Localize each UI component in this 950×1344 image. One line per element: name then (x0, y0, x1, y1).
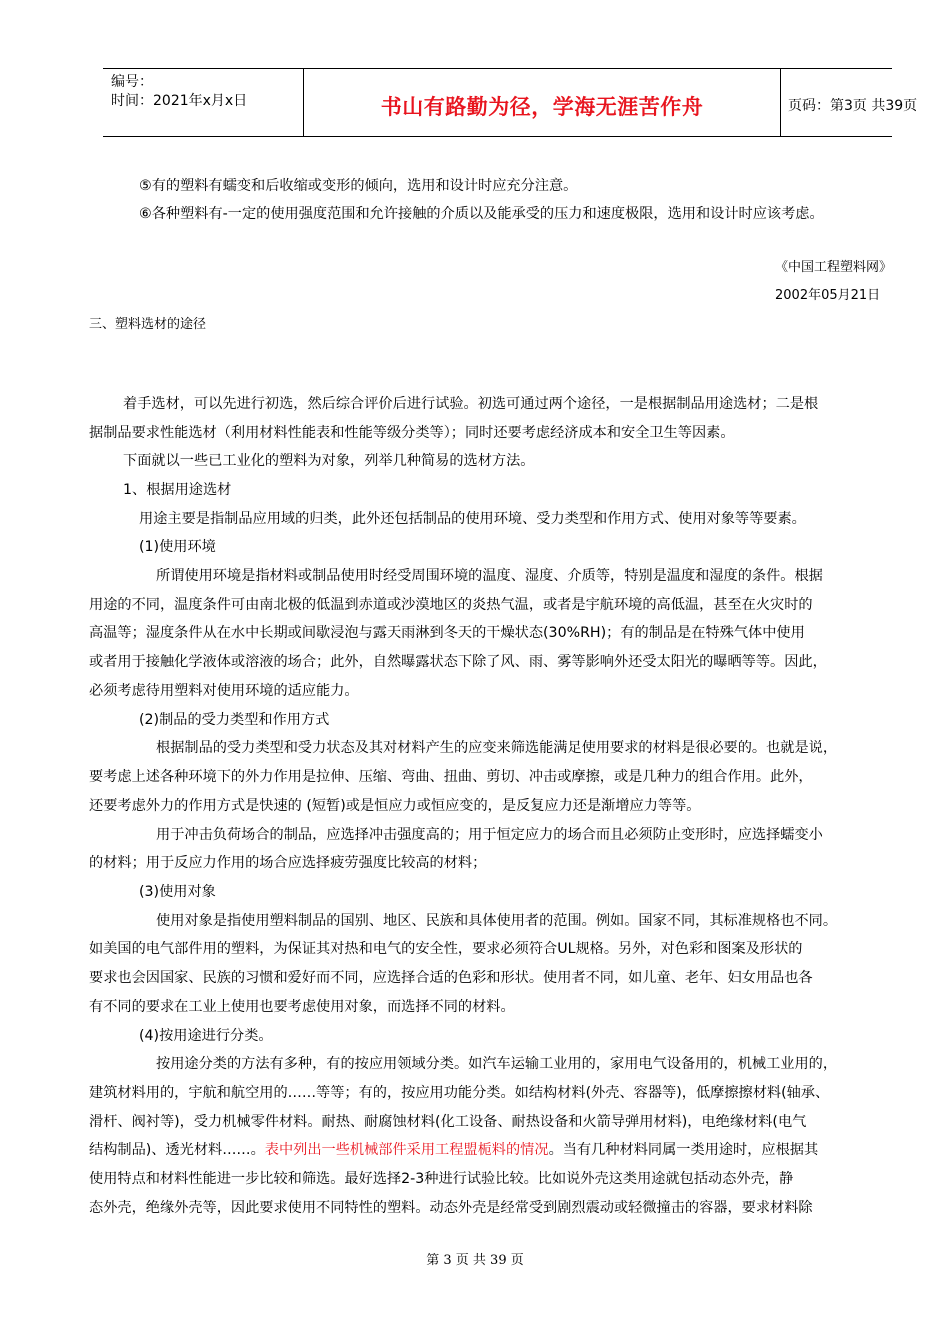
header-page-cell (781, 69, 918, 136)
subheading: (2)制品的受力类型和作用方式 (139, 712, 330, 728)
source-date: 2002年05月21日 (775, 288, 881, 303)
text-line: ⑥各种塑料有-一定的使用强度范围和允许接触的介质以及能承受的压力和速度极限，选用和设计时应该考虑。 (139, 206, 824, 222)
text-line: ⑤有的塑料有蠕变和后收缩或变形的倾向，选用和设计时应充分注意。 (139, 178, 578, 194)
text-line: 据制品要求性能选材（利用材料性能表和性能等级分类等）；同时还要考虑经济成本和安全卫生等因素。 (89, 425, 735, 441)
header-info-cell (103, 69, 303, 136)
source-citation: 《中国工程塑料网》 (775, 260, 893, 275)
subheading: (1)使用环境 (139, 539, 216, 555)
subheading: 1、根据用途选材 (123, 482, 232, 498)
text-line-mixed (89, 1141, 818, 1159)
number-label: 编号： (111, 74, 153, 90)
text-segment: 。当有几种材料同属一类用途时，应根据其 (548, 1142, 819, 1158)
subheading: (3)使用对象 (139, 884, 216, 900)
page-footer: 第 3 页 共 39 页 (426, 1253, 524, 1268)
text-line: 所谓使用环境是指材料或制品使用时经受周围环境的温度、湿度、介质等，特别是温度和湿度的条件。根据 (156, 568, 823, 584)
text-line: 用途的不同，温度条件可由南北极的低温到赤道或沙漠地区的炎热气温，或者是宇航环境的高低温，甚至在火灾时的 (89, 597, 813, 613)
text-line: 滑杆、阀衬等)，受力机械零件材料。耐热、耐腐蚀材料(化工设备、耐热设备和火箭导弹用材料)，电绝缘材料(电气 (89, 1114, 807, 1130)
section-heading: 三、塑料选材的途径 (89, 317, 207, 332)
text-line: 着手选材，可以先进行初选，然后综合评价后进行试验。初选可通过两个途径，一是根据制品用途选材；二是根 (123, 396, 819, 412)
text-segment: 结构制品)、透光材料……。 (89, 1142, 265, 1158)
text-line: 建筑材料用的，宇航和航空用的……等等；有的，按应用功能分类。如结构材料(外壳、容器等)，低摩擦擦材料(轴承、 (89, 1085, 830, 1101)
text-line: 用途主要是指制品应用域的归类，此外还包括制品的使用环境、受力类型和作用方式、使用对象等等要素。 (139, 511, 806, 527)
text-line: 使用特点和材料性能进一步比较和筛选。最好选择2-3种进行试验比较。比如说外壳这类用途就包括动态外壳，静 (89, 1171, 794, 1187)
text-line: 要求也会因国家、民族的习惯和爱好而不同，应选择合适的色彩和形状。使用者不同，如儿童、老年、妇女用品也各 (89, 970, 813, 986)
text-line: 有不同的要求在工业上使用也要考虑使用对象，而选择不同的材料。 (89, 999, 515, 1015)
text-line: 态外壳，绝缘外壳等，因此要求使用不同特性的塑料。动态外壳是经常受到剧烈震动或轻微撞击的容器，要求材料除 (89, 1200, 813, 1216)
text-line: 根据制品的受力类型和受力状态及其对材料产生的应变来筛选能满足使用要求的材料是很必要的。也就是说， (156, 740, 838, 756)
highlighted-text: 表中列出一些机械部件采用工程盟栀料的情况 (264, 1142, 549, 1158)
motto: 书山有路勤为径，学海无涯苦作舟 (380, 94, 704, 119)
text-line: 必须考虑待用塑料对使用环境的适应能力。 (89, 683, 359, 699)
text-line: 高温等；湿度条件从在水中长期或间歇浸泡与露天雨淋到冬天的干燥状态(30%RH)；有的制品是在特殊气体中使用 (89, 625, 805, 641)
text-line: 如美国的电气部件用的塑料，为保证其对热和电气的安全性，要求必须符合UL规格。另外，对色彩和图案及形状的 (89, 941, 803, 957)
text-line: 还要考虑外力的作用方式是快速的 (短暂)或是恒应力或恒应变的，是反复应力还是渐增应力等等。 (89, 798, 701, 814)
text-line: 或者用于接触化学液体或溶液的场合；此外，自然曝露状态下除了风、雨、雾等影响外还受太阳光的曝晒等等。因此， (89, 654, 827, 670)
text-line: 要考虑上述各种环境下的外力作用是拉伸、压缩、弯曲、扭曲、剪切、冲击或摩擦，或是几种力的组合作用。此外， (89, 769, 813, 785)
page-code: 页码：第3页 共39页 (788, 98, 918, 114)
text-line: 的材料；用于反应力作用的场合应选择疲劳强度比较高的材料； (89, 855, 487, 871)
header-motto-cell (303, 69, 781, 136)
text-line: 下面就以一些已工业化的塑料为对象，列举几种简易的选材方法。 (123, 453, 535, 469)
time-label: 时间：2021年x月x日 (111, 93, 248, 109)
subheading: (4)按用途进行分类。 (139, 1028, 273, 1044)
text-line: 用于冲击负荷场合的制品，应选择冲击强度高的；用于恒定应力的场合而且必须防止变形时，应选择蠕变小 (156, 827, 823, 843)
document-header (103, 68, 918, 137)
text-line: 按用途分类的方法有多种，有的按应用领域分类。如汽车运输工业用的，家用电气设备用的，机械工业用的， (156, 1056, 838, 1072)
text-line: 使用对象是指使用塑料制品的国别、地区、民族和具体使用者的范围。例如。国家不同，其标准规格也不同。 (156, 913, 838, 929)
